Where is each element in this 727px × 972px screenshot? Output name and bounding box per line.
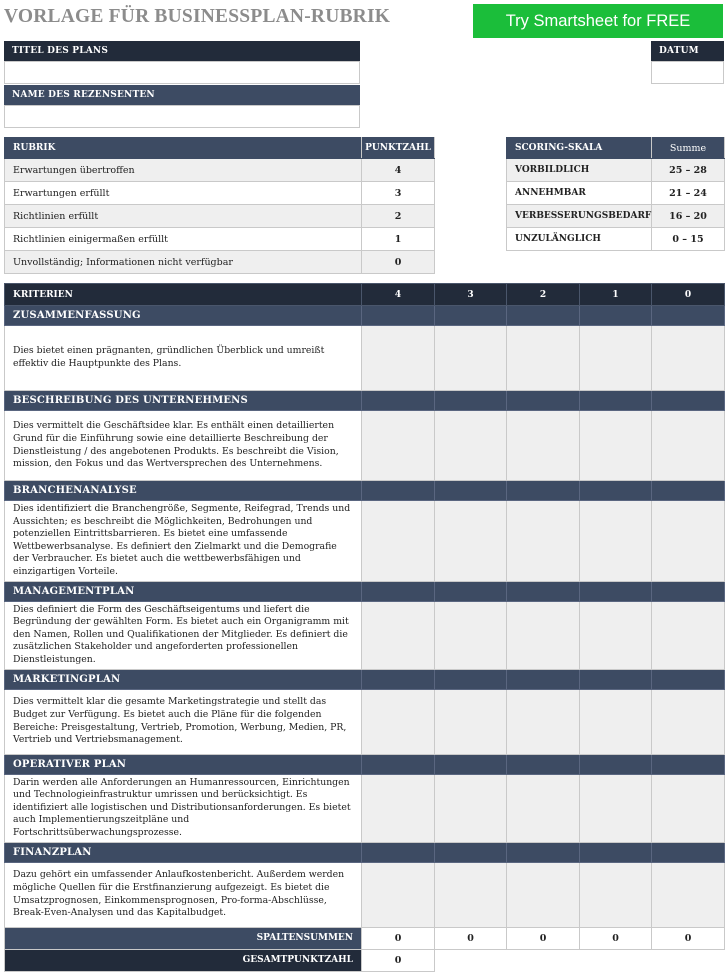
score-cell[interactable] xyxy=(507,411,580,481)
score-cell[interactable] xyxy=(507,326,580,391)
column-totals-label: SPALTENSUMMEN xyxy=(5,927,362,949)
rubric-row-score: 3 xyxy=(362,182,435,205)
score-cell[interactable] xyxy=(652,601,725,669)
section-description: Dies definiert die Form des Geschäftseigentums und liefert die Begründung der gewählten Form. Es bietet auch ein Organigramm mit den Namen, Rollen und Qualifikationen der Mitglieder. Es definiert die zusätzlichen Stakeholder und angeforderten professionellen Dienstleistungen. xyxy=(5,601,362,669)
scale-row-label: VERBESSERUNGSBEDARF xyxy=(507,205,652,228)
section-title: BESCHREIBUNG DES UNTERNEHMENS xyxy=(5,391,362,411)
score-cell[interactable] xyxy=(362,601,435,669)
score-cell[interactable] xyxy=(652,774,725,842)
score-cell[interactable] xyxy=(435,862,507,927)
column-total: 0 xyxy=(435,927,507,949)
scale-row-range: 21 – 24 xyxy=(652,182,725,205)
score-cell[interactable] xyxy=(435,411,507,481)
try-smartsheet-button[interactable]: Try Smartsheet for FREE xyxy=(473,4,723,38)
page-title: VORLAGE FÜR BUSINESSPLAN-RUBRIK xyxy=(4,6,391,27)
section-description: Dies vermittelt klar die gesamte Marketingstrategie und stellt das Budget zur Verfügung. Es bietet auch die Pläne für die folgenden Bereiche: Preisgestaltung, Vertrieb, Promotion, Werbung, Medien, PR, Vertrieb und Vertriebsmanagement. xyxy=(5,689,362,754)
score-cell[interactable] xyxy=(362,862,435,927)
score-cell[interactable] xyxy=(507,501,580,582)
criteria-header-4: 4 xyxy=(362,284,435,306)
rubric-row-label: Richtlinien einigermaßen erfüllt xyxy=(5,228,362,251)
column-total: 0 xyxy=(362,927,435,949)
score-cell[interactable] xyxy=(652,411,725,481)
scale-row-label: VORBILDLICH xyxy=(507,159,652,182)
section-description: Dies identifiziert die Branchengröße, Segmente, Reifegrad, Trends und Aussichten; es beschreibt die Möglichkeiten, Bedrohungen und potenziellen Eintrittsbarrieren. Es bietet eine umfassende Wettbewerbsanalyse. Es definiert den Zielmarkt und die Demografie der Verbraucher. Es bietet auch die wettbewerbsfähigen und einzigartigen Vorteile. xyxy=(5,501,362,582)
score-cell[interactable] xyxy=(435,601,507,669)
score-cell[interactable] xyxy=(580,774,652,842)
section-description: Dies vermittelt die Geschäftsidee klar. Es enthält einen detaillierten Grund für die Einführung sowie eine detaillierte Beschreibung der Dienstleistung / des angebotenen Produkts. Es beschreibt die Vision, mission, den Fokus und das Wertversprechen des Unternehmens. xyxy=(5,411,362,481)
rubric-header-score: PUNKTZAHL xyxy=(362,138,435,159)
plan-title-input[interactable] xyxy=(4,61,360,84)
score-cell[interactable] xyxy=(580,501,652,582)
column-total: 0 xyxy=(580,927,652,949)
score-cell[interactable] xyxy=(652,501,725,582)
scale-row-range: 0 – 15 xyxy=(652,228,725,251)
score-cell[interactable] xyxy=(580,326,652,391)
scale-row-label: ANNEHMBAR xyxy=(507,182,652,205)
score-cell[interactable] xyxy=(652,862,725,927)
score-cell[interactable] xyxy=(507,862,580,927)
column-total: 0 xyxy=(507,927,580,949)
rubric-row-label: Erwartungen übertroffen xyxy=(5,159,362,182)
section-title: ZUSAMMENFASSUNG xyxy=(5,306,362,326)
column-total: 0 xyxy=(652,927,725,949)
rubric-row-score: 2 xyxy=(362,205,435,228)
rubric-header-label: RUBRIK xyxy=(5,138,362,159)
score-cell[interactable] xyxy=(435,501,507,582)
score-cell[interactable] xyxy=(507,601,580,669)
rubric-row-label: Erwartungen erfüllt xyxy=(5,182,362,205)
score-cell[interactable] xyxy=(362,411,435,481)
plan-title-header: TITEL DES PLANS xyxy=(4,41,360,61)
rubric-row-score: 4 xyxy=(362,159,435,182)
date-header: DATUM xyxy=(651,41,724,61)
score-cell[interactable] xyxy=(652,689,725,754)
score-cell[interactable] xyxy=(507,689,580,754)
score-cell[interactable] xyxy=(435,326,507,391)
date-input[interactable] xyxy=(651,61,724,84)
score-cell[interactable] xyxy=(580,689,652,754)
total-score-label: GESAMTPUNKTZAHL xyxy=(5,949,362,971)
criteria-table xyxy=(4,283,725,972)
score-cell[interactable] xyxy=(435,774,507,842)
scale-header-label: SCORING-SKALA xyxy=(507,138,652,159)
reviewer-input[interactable] xyxy=(4,105,360,128)
scale-header-sum: Summe xyxy=(652,138,725,159)
rubric-table xyxy=(4,137,435,274)
criteria-header-label: KRITERIEN xyxy=(5,284,362,306)
score-cell[interactable] xyxy=(580,601,652,669)
score-cell[interactable] xyxy=(362,689,435,754)
score-cell[interactable] xyxy=(362,501,435,582)
score-cell[interactable] xyxy=(580,862,652,927)
scale-row-range: 16 – 20 xyxy=(652,205,725,228)
section-title: MANAGEMENTPLAN xyxy=(5,581,362,601)
section-description: Dies bietet einen prägnanten, gründlichen Überblick und umreißt effektiv die Hauptpunkte des Plans. xyxy=(5,326,362,391)
rubric-row-label: Richtlinien erfüllt xyxy=(5,205,362,228)
total-score-value: 0 xyxy=(362,949,435,971)
score-cell[interactable] xyxy=(507,774,580,842)
section-title: MARKETINGPLAN xyxy=(5,669,362,689)
criteria-header-3: 3 xyxy=(435,284,507,306)
section-description: Dazu gehört ein umfassender Anlaufkostenbericht. Außerdem werden mögliche Quellen für die Erstfinanzierung aufgezeigt. Es bietet die Umsatzprognosen, Einkommensprognosen, Pro-forma-Abschlüsse, Break-Even-Analysen und das Kapitalbudget. xyxy=(5,862,362,927)
score-cell[interactable] xyxy=(652,326,725,391)
scale-row-label: UNZULÄNGLICH xyxy=(507,228,652,251)
score-cell[interactable] xyxy=(580,411,652,481)
score-cell[interactable] xyxy=(435,689,507,754)
score-cell[interactable] xyxy=(362,774,435,842)
rubric-row-score: 0 xyxy=(362,251,435,274)
section-title: FINANZPLAN xyxy=(5,842,362,862)
section-description: Darin werden alle Anforderungen an Humanressourcen, Einrichtungen und Technologieinfrastruktur umrissen und berücksichtigt. Es identifiziert alle logistischen und Distributionsanforderungen. Es bietet auch Implementierungszeitpläne und Fortschrittsüberwachungsprozesse. xyxy=(5,774,362,842)
section-title: OPERATIVER PLAN xyxy=(5,754,362,774)
scale-row-range: 25 – 28 xyxy=(652,159,725,182)
reviewer-header: NAME DES REZENSENTEN xyxy=(4,85,360,105)
score-cell[interactable] xyxy=(362,326,435,391)
section-title: BRANCHENANALYSE xyxy=(5,481,362,501)
scoring-scale-table xyxy=(506,137,725,251)
rubric-row-label: Unvollständig; Informationen nicht verfügbar xyxy=(5,251,362,274)
criteria-header-0: 0 xyxy=(652,284,725,306)
rubric-row-score: 1 xyxy=(362,228,435,251)
criteria-header-2: 2 xyxy=(507,284,580,306)
criteria-header-1: 1 xyxy=(580,284,652,306)
